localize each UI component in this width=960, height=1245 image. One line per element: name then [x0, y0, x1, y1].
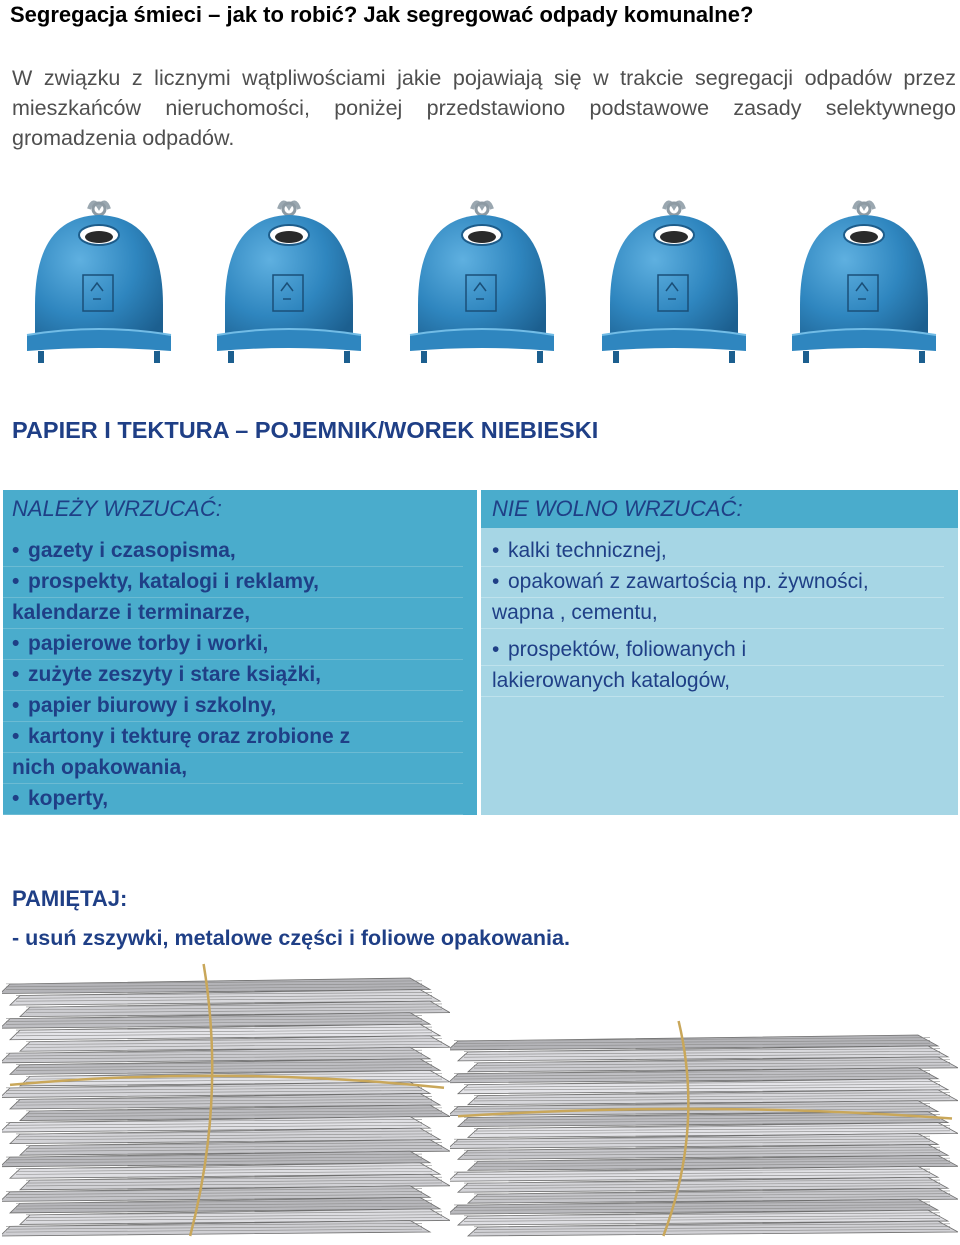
- bullet-icon: •: [12, 694, 20, 717]
- recycling-bin-icon: [600, 195, 750, 370]
- bullet-icon: •: [12, 539, 20, 562]
- list-item-text: prospektów, foliowanych i: [508, 638, 747, 661]
- list-item: [3, 784, 463, 815]
- allowed-panel: [3, 490, 477, 815]
- list-item-text: opakowań z zawartością np. żywności,: [508, 570, 869, 593]
- list-item-text: prospekty, katalogi i reklamy,: [28, 570, 320, 593]
- list-item-text: kartony i tekturę oraz zrobione z: [28, 725, 351, 748]
- allowed-header: NALEŻY WRZUCAĆ:: [12, 496, 222, 521]
- bullet-icon: •: [12, 663, 20, 686]
- list-item: [3, 753, 463, 784]
- bullet-icon: •: [12, 787, 20, 810]
- list-item-text: papier biurowy i szkolny,: [28, 694, 277, 717]
- list-item: [481, 567, 944, 598]
- newspaper-stack-icon: [450, 1015, 958, 1240]
- section-title: PAPIER I TEKTURA – POJEMNIK/WOREK NIEBIESKI: [12, 417, 599, 443]
- forbidden-list: [481, 528, 958, 697]
- newspaper-stack-icon: [2, 958, 450, 1240]
- bin-images-row: [0, 195, 960, 370]
- recycling-bin-icon: [25, 195, 175, 370]
- allowed-list: [3, 528, 477, 815]
- list-item-text: kalendarze i terminarze,: [12, 601, 251, 624]
- list-item: [3, 567, 463, 598]
- list-item-text: wapna , cementu,: [492, 601, 658, 624]
- page-title: Segregacja śmieci – jak to robić? Jak segregować odpady komunalne?: [10, 2, 754, 27]
- forbidden-panel: [481, 490, 958, 815]
- recycling-bin-icon: [408, 195, 558, 370]
- list-item: [481, 598, 944, 629]
- list-item-text: kalki technicznej,: [508, 539, 667, 562]
- list-item-text: gazety i czasopisma,: [28, 539, 236, 562]
- list-item: [3, 722, 463, 753]
- list-item: [3, 598, 463, 629]
- bullet-icon: •: [492, 570, 500, 593]
- intro-paragraph: W związku z licznymi wątpliwościami jakie pojawiają się w trakcie segregacji odpadów przez mieszkańców nieruchomości, poniżej przedstawiono podstawowe zasady selektywnego gromadzenia odpadów.: [12, 66, 956, 150]
- list-item-text: papierowe torby i worki,: [28, 632, 269, 655]
- forbidden-header: NIE WOLNO WRZUCAĆ:: [481, 490, 958, 528]
- list-item: [3, 691, 463, 722]
- list-item: [3, 660, 463, 691]
- bullet-icon: •: [12, 632, 20, 655]
- list-item: [3, 536, 463, 567]
- list-item-text: koperty,: [28, 787, 109, 810]
- remember-item: - usuń zszywki, metalowe części i foliowe opakowania.: [12, 926, 570, 950]
- list-item-text: lakierowanych katalogów,: [492, 669, 731, 692]
- bullet-icon: •: [12, 570, 20, 593]
- list-item: [481, 536, 944, 567]
- bullet-icon: •: [492, 638, 500, 661]
- bullet-icon: •: [12, 725, 20, 748]
- remember-title: PAMIĘTAJ:: [12, 886, 128, 911]
- list-item: [3, 629, 463, 660]
- bullet-icon: •: [492, 539, 500, 562]
- list-item: [481, 666, 944, 697]
- recycling-bin-icon: [215, 195, 365, 370]
- list-item-text: zużyte zeszyty i stare książki,: [28, 663, 321, 686]
- list-item-text: nich opakowania,: [12, 756, 188, 779]
- recycling-bin-icon: [790, 195, 940, 370]
- list-item: [481, 635, 944, 666]
